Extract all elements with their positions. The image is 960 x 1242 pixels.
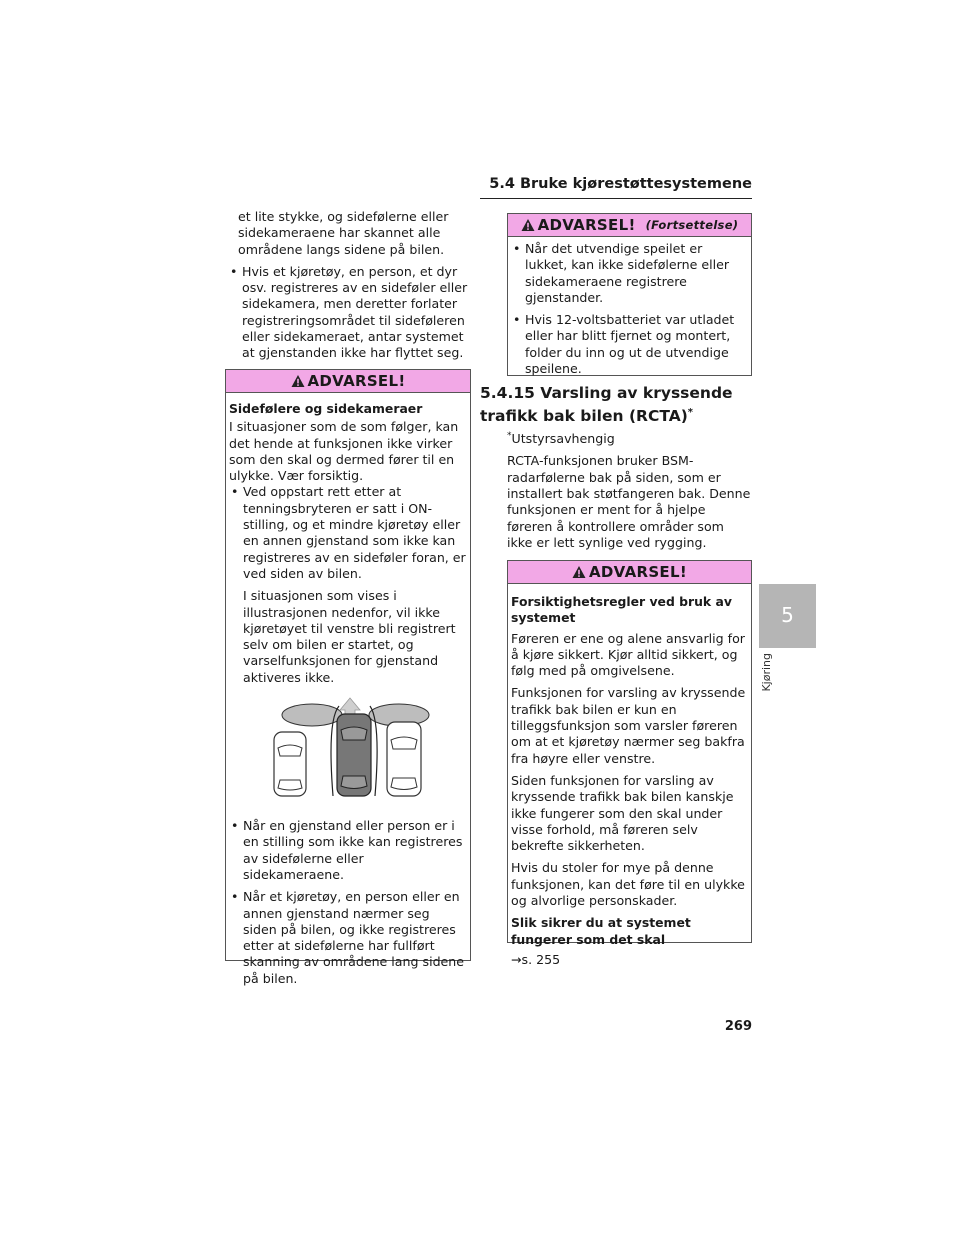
warning-title: ADVARSEL! <box>307 372 406 390</box>
chapter-label: Kjøring <box>760 653 773 692</box>
warning-subtitle: Sidefølere og sidekameraer <box>229 401 423 416</box>
section-title-text: 5.4.15 Varsling av kryssende trafikk bak bilen (RCTA) <box>480 384 733 426</box>
intro-text: et lite stykke, og sidefølerne eller sidekameraene har skannet alle områdene langs sidene på bilen. <box>238 209 449 257</box>
warning-header <box>226 370 470 393</box>
warning-header <box>508 214 751 237</box>
section-title <box>480 384 752 426</box>
page-reference-link[interactable]: →s. 255 <box>511 951 561 967</box>
footnote-mark: * <box>507 431 512 441</box>
warning-triangle-icon <box>521 218 535 232</box>
left-column-top <box>228 209 470 368</box>
asterisk-mark: * <box>687 407 694 418</box>
warning-title: ADVARSEL! <box>537 216 636 234</box>
chapter-label-box <box>760 653 784 693</box>
warning-title: ADVARSEL! <box>589 563 687 581</box>
list-item <box>229 818 467 883</box>
header-rule <box>480 198 752 199</box>
continued-label: (Fortsettelse) <box>645 218 739 232</box>
list-item <box>511 241 748 306</box>
chapter-tab <box>759 584 816 648</box>
warning-header <box>508 561 751 584</box>
section-header: 5.4 Bruke kjørestøttesystemene <box>489 176 752 192</box>
warning-subtitle: Slik sikrer du at systemet fungerer som det skal <box>511 915 691 947</box>
list-item <box>228 264 470 362</box>
section-body <box>507 428 752 557</box>
list-item <box>229 484 467 686</box>
bullet-text: • Når en gjenstand eller person er i en stilling som ikke kan registreres av sidefølerne eller sidekameraene. <box>243 818 463 882</box>
warning-paragraph: Siden funksjonen for varsling av kryssende trafikk bak bilen kanskje ikke fungerer som den skal under visse forhold, må føreren selv bekrefte sikkerheten. <box>511 772 734 854</box>
footnote <box>507 428 752 447</box>
bullet-text: • Når et kjøretøy, en person eller en annen gjenstand nærmer seg siden på bilen, og ikke registreres etter at sidefølerne har fullført skanning av områdene lang sidene på bilen. <box>243 889 465 986</box>
warning-body <box>226 393 470 997</box>
footnote-text: Utstyrsavhengig <box>511 431 615 447</box>
warning-body <box>508 584 751 978</box>
warning-triangle-icon <box>291 374 305 388</box>
warning-subtitle: Forsiktighetsregler ved bruk av systemet <box>511 594 732 626</box>
bullet-text: • Hvis 12-voltsbatteriet var utladet eller har blitt fjernet og montert, folder du inn og ut de utvendige speilene. <box>525 312 735 377</box>
warning-paragraph: Føreren er ene og alene ansvarlig for å kjøre sikkert. Kjør alltid sikkert, og følg med på omgivelsene. <box>511 630 745 679</box>
warning-paragraph: Funksjonen for varsling av kryssende trafikk bak bilen er kun en tilleggsfunksjon som varsler føreren om at et kjøretøy nærmer seg bakfra fra høyre eller venstre. <box>511 685 746 766</box>
warning-box-1 <box>225 369 471 986</box>
warning-triangle-icon <box>572 565 586 579</box>
bullet-text: • Når det utvendige speilet er lukket, kan ikke sidefølerne eller sidekameraene registrere gjenstander. <box>525 241 730 305</box>
bullet-text: • Ved oppstart rett etter at tenningsbryteren er satt i ON-stilling, og et mindre kjøretøy eller en annen gjenstand som ikke kan registreres av en sideføler foran, er ved siden av bilen. <box>243 484 466 581</box>
warning-body <box>508 237 751 387</box>
warning-paragraph: Hvis du stoler for mye på denne funksjonen, kan det føre til en ulykke og alvorlige personskader. <box>511 860 745 909</box>
warning-box-3 <box>507 560 752 967</box>
warning-box-2 <box>507 213 752 376</box>
illustration-vehicles <box>229 692 467 810</box>
list-item <box>511 312 748 377</box>
bullet-text: • Hvis et kjøretøy, en person, et dyr osv. registreres av en sideføler eller sidekamera, men deretter forlater registreringsområdet til sideføleren eller sidekameraet, antar systemet at gjenstanden ikke har flyttet seg. <box>242 263 468 361</box>
list-item <box>229 889 467 987</box>
bullet-extra-text: I situasjonen som vises i illustrasjonen nedenfor, vil ikke kjøretøyet til venstre bli registrert selv om bilen er startet, og varselfunksjonen for gjenstand aktiveres ikke. <box>243 588 456 685</box>
chapter-number: 5 <box>781 603 794 627</box>
page-number: 269 <box>724 1019 752 1034</box>
section-paragraph: RCTA-funksjonen bruker BSM-radarfølerne bak på siden, som er installert bak støtfangeren bak. Denne funksjonen er ment for å hjelpe føreren å kontrollere områder som ikke er lett synlige ved rygging. <box>507 453 751 550</box>
warning-intro: I situasjoner som de som følger, kan det hende at funksjonen ikke virker som den skal og dermed fører til en ulykke. Vær forsiktig. <box>229 419 459 484</box>
